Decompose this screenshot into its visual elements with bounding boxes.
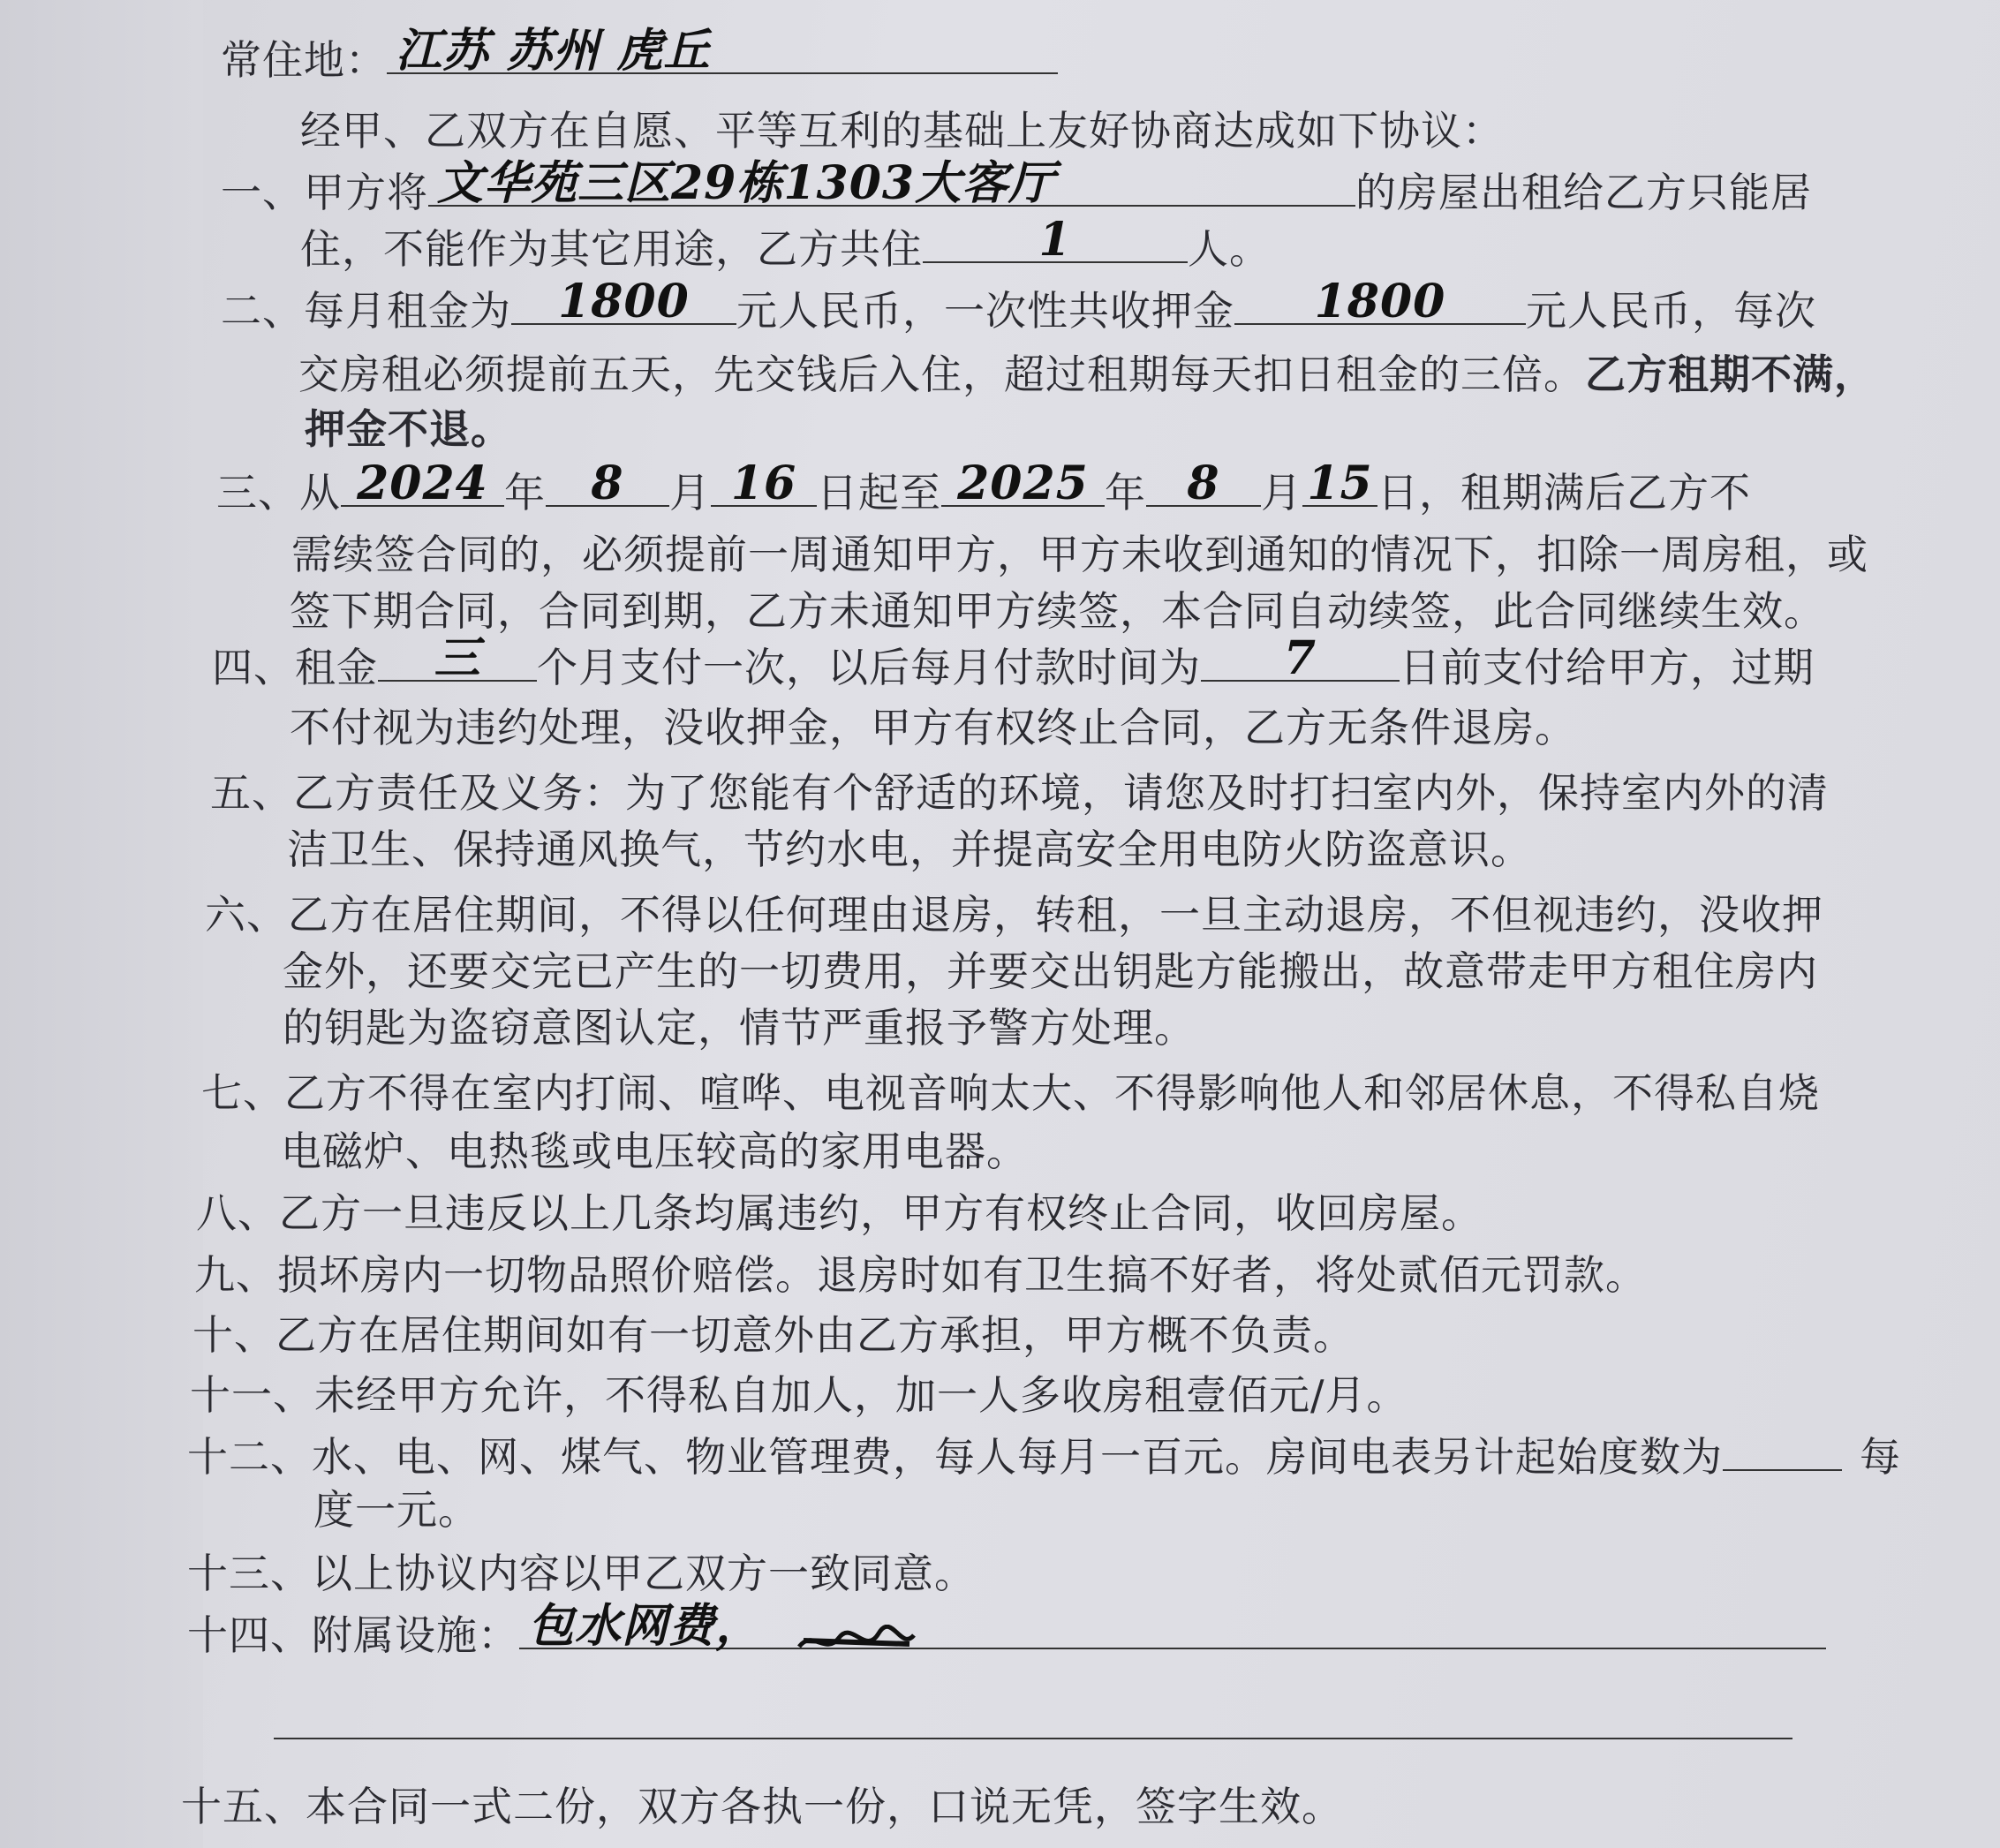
clause-7-number: 七、 <box>201 1069 284 1117</box>
clause-11-number: 十一、 <box>190 1371 314 1419</box>
clause-3-start-day: 16 <box>730 456 797 510</box>
clause-1-number: 一、 <box>221 169 304 216</box>
paper-fold-shadow <box>0 0 203 1848</box>
clause-12-line-1 <box>187 1430 1901 1483</box>
clause-6-number: 六、 <box>205 891 288 939</box>
clause-2-post: 元人民币，每次 <box>1526 287 1816 335</box>
residence-line <box>221 24 1058 87</box>
clause-6-line-2: 金外，还要交完已产生的一切费用，并要交出钥匙方能搬出，故意带走甲方租住房内 <box>283 947 1818 995</box>
clause-5-line-2: 洁卫生、保持通风换气，节约水电，并提高安全用电防火防盗意识。 <box>287 826 1532 873</box>
clause-4-number: 四、 <box>212 644 295 691</box>
clause-2-line2-normal: 交房租必须提前五天，先交钱后入住，超过租期每天扣日租金的三倍。 <box>298 351 1585 398</box>
clause-2-line-1 <box>221 275 1816 337</box>
clause-3-month-label-1: 月 <box>669 469 711 517</box>
clause-10-text: 乙方在居住期间如有一切意外由乙方承担，甲方概不负责。 <box>275 1311 1355 1359</box>
clause-3-end-month-field <box>1146 456 1261 510</box>
clause-2-mid: 元人民币，一次性共收押金 <box>736 287 1234 335</box>
clause-10-number: 十、 <box>192 1311 275 1359</box>
clause-2-number: 二、 <box>221 287 304 335</box>
clause-14-label: 附属设施： <box>312 1611 519 1659</box>
clause-2-pre: 每月租金为 <box>304 287 511 335</box>
clause-1-address-field <box>428 156 1355 210</box>
clause-15-line <box>181 1780 1343 1833</box>
clause-14-extra-line <box>274 1738 1792 1739</box>
clause-3-end-day-field <box>1302 456 1377 510</box>
clause-4-months-field <box>378 631 537 685</box>
clause-4-line-2: 不付视为违约处理，没收押金，甲方有权终止合同，乙方无条件退房。 <box>290 704 1576 751</box>
clause-14-field <box>519 1599 1826 1653</box>
clause-3-start-day-field <box>711 456 817 510</box>
clause-11-line <box>190 1369 1408 1422</box>
clause-3-start-year: 2024 <box>357 456 488 510</box>
clause-7-line-2: 电磁炉、电热毯或电压较高的家用电器。 <box>281 1128 1028 1175</box>
clause-3-start-month: 8 <box>591 456 624 510</box>
clause-7-line-1 <box>201 1067 1820 1120</box>
clause-6-text-1: 乙方在居住期间，不得以任何理由退房，转租，一旦主动退房，不但视违约，没收押 <box>288 891 1823 939</box>
intro-text: 经甲、乙双方在自愿、平等互利的基础上友好协商达成如下协议： <box>300 107 1504 155</box>
clause-15-text: 本合同一式二份，双方各执一份，口说无凭，签字生效。 <box>306 1783 1343 1830</box>
clause-3-end-month: 8 <box>1187 456 1220 510</box>
clause-2-rent-field <box>511 275 736 328</box>
clause-3-end-year-field <box>941 456 1105 510</box>
clause-3-end-day: 15 <box>1307 456 1373 510</box>
clause-7-text-1: 乙方不得在室内打闹、喧哗、电视音响太大、不得影响他人和邻居休息，不得私自烧 <box>284 1069 1820 1117</box>
clause-10-line <box>192 1309 1355 1361</box>
clause-3-month-label-2: 月 <box>1261 469 1302 517</box>
clause-3-year-label-2: 年 <box>1105 469 1146 517</box>
clause-1-persons-field <box>923 213 1188 267</box>
clause-3-end-year: 2025 <box>957 456 1089 510</box>
clause-6-line-1 <box>205 888 1823 941</box>
clause-5-text-1: 乙方责任及义务：为了您能有个舒适的环境，请您及时打扫室内外，保持室内外的清 <box>293 769 1829 817</box>
clause-14-line <box>187 1599 1826 1662</box>
clause-4-pre: 租金 <box>295 644 378 691</box>
strikethrough-scribble <box>795 1625 918 1660</box>
clause-1-persons: 1 <box>1038 213 1072 267</box>
clause-14-number: 十四、 <box>187 1611 312 1659</box>
clause-12-text-1: 水、电、网、煤气、物业管理费，每人每月一百元。房间电表另计起始度数为 <box>312 1433 1723 1481</box>
clause-1-line-1 <box>221 156 1812 219</box>
clause-6-line-3: 的钥匙为盗窃意图认定，情节严重报予警方处理。 <box>283 1004 1196 1052</box>
clause-2-rent: 1800 <box>558 275 690 328</box>
residence-value: 江苏 苏州 虎丘 <box>396 24 711 78</box>
clause-2-line-3: 押金不退。 <box>305 405 512 453</box>
clause-4-post: 日前支付给甲方，过期 <box>1400 644 1815 691</box>
clause-2-deposit: 1800 <box>1314 275 1446 328</box>
clause-15-number: 十五、 <box>181 1783 306 1830</box>
clause-3-start-month-field <box>546 456 669 510</box>
clause-9-text: 损坏房内一切物品照价赔偿。退房时如有卫生搞不好者，将处贰佰元罚款。 <box>277 1251 1647 1299</box>
clause-8-number: 八、 <box>196 1189 279 1237</box>
clause-8-text: 乙方一旦违反以上几条均属违约，甲方有权终止合同，收回房屋。 <box>279 1189 1483 1237</box>
clause-9-line <box>194 1248 1647 1301</box>
clause-5-number: 五、 <box>210 769 293 817</box>
clause-4-payday: 7 <box>1283 631 1317 685</box>
clause-3-line-3: 签下期合同，合同到期，乙方未通知甲方续签，本合同自动续签，此合同继续生效。 <box>290 587 1825 635</box>
clause-1-pre: 甲方将 <box>304 169 428 216</box>
clause-12-meter-field <box>1723 1430 1842 1471</box>
clause-3-day-from: 日起至 <box>817 469 941 517</box>
clause-1-line2-post: 人。 <box>1188 225 1271 273</box>
clause-3-start-year-field <box>341 456 504 510</box>
clause-5-line-1 <box>210 766 1829 819</box>
clause-13-number: 十三、 <box>187 1550 312 1597</box>
clause-1-address: 文华苑三区29栋1303大客厅 <box>437 156 1056 210</box>
clause-14-value: 包水网费， <box>528 1599 763 1653</box>
residence-label: 常住地： <box>221 36 387 84</box>
clause-8-line <box>196 1187 1483 1240</box>
clause-3-post: 日，租期满后乙方不 <box>1377 469 1751 517</box>
clause-1-line-2 <box>300 213 1271 275</box>
clause-12-post: 每 <box>1860 1433 1901 1481</box>
clause-4-months: 三 <box>434 631 481 685</box>
clause-13-text: 以上协议内容以甲乙双方一致同意。 <box>312 1550 976 1597</box>
clause-4-line-1 <box>212 631 1815 694</box>
clause-1-post: 的房屋出租给乙方只能居 <box>1355 169 1812 216</box>
clause-3-line-1 <box>216 456 1751 519</box>
clause-12-number: 十二、 <box>187 1433 312 1481</box>
clause-3-from: 从 <box>299 469 341 517</box>
clause-3-year-label-1: 年 <box>504 469 546 517</box>
clause-12-line-2: 度一元。 <box>313 1486 479 1534</box>
clause-3-line-2: 需续签合同的，必须提前一周通知甲方，甲方未收到通知的情况下，扣除一周房租，或 <box>291 531 1868 578</box>
clause-2-line-2 <box>298 348 1875 401</box>
clause-1-line2-pre: 住，不能作为其它用途，乙方共住 <box>300 225 923 273</box>
residence-field <box>387 24 1058 78</box>
clause-4-mid: 个月支付一次，以后每月付款时间为 <box>537 644 1201 691</box>
clause-9-number: 九、 <box>194 1251 277 1299</box>
clause-3-number: 三、 <box>216 469 299 517</box>
clause-13-line <box>187 1547 976 1600</box>
clause-4-payday-field <box>1201 631 1400 685</box>
clause-2-line2-bold: 乙方租期不满， <box>1585 351 1875 398</box>
clause-2-deposit-field <box>1234 275 1526 328</box>
clause-11-text: 未经甲方允许，不得私自加人，加一人多收房租壹佰元/月。 <box>314 1371 1408 1419</box>
